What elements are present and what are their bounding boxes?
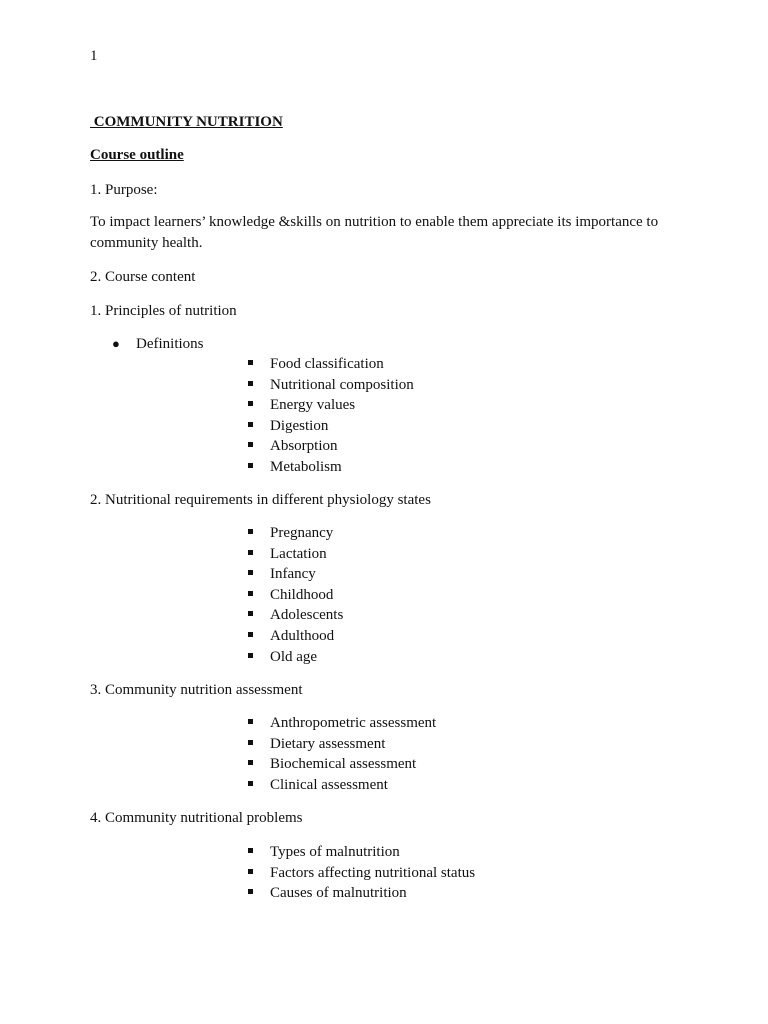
square-bullet-icon bbox=[248, 529, 253, 534]
square-bullet-icon bbox=[248, 401, 253, 406]
list-item: Adulthood bbox=[248, 626, 343, 647]
list-item: Anthropometric assessment bbox=[248, 713, 436, 734]
document-title: COMMUNITY NUTRITION bbox=[90, 114, 283, 130]
list-item: Absorption bbox=[248, 436, 414, 457]
square-bullet-icon bbox=[248, 591, 253, 596]
principles-list bbox=[248, 354, 414, 478]
list-item: Biochemical assessment bbox=[248, 754, 436, 775]
assessment-list bbox=[248, 713, 436, 795]
square-bullet-icon bbox=[248, 381, 253, 386]
list-item: Old age bbox=[248, 647, 343, 668]
square-bullet-icon bbox=[248, 360, 253, 365]
bullet-dot-icon: ● bbox=[112, 336, 120, 351]
definitions-bullet bbox=[112, 334, 204, 354]
list-item: Food classification bbox=[248, 354, 414, 375]
section-heading: 4. Community nutritional problems bbox=[90, 810, 303, 826]
square-bullet-icon bbox=[248, 653, 253, 658]
square-bullet-icon bbox=[248, 442, 253, 447]
square-bullet-icon bbox=[248, 889, 253, 894]
square-bullet-icon bbox=[248, 781, 253, 786]
page-number: 1 bbox=[90, 48, 98, 64]
square-bullet-icon bbox=[248, 611, 253, 616]
square-bullet-icon bbox=[248, 869, 253, 874]
square-bullet-icon bbox=[248, 422, 253, 427]
list-item: Metabolism bbox=[248, 457, 414, 478]
list-item: Causes of malnutrition bbox=[248, 883, 475, 904]
course-content-heading: 2. Course content bbox=[90, 269, 196, 285]
section-heading: 1. Principles of nutrition bbox=[90, 303, 237, 319]
square-bullet-icon bbox=[248, 848, 253, 853]
list-item: Energy values bbox=[248, 395, 414, 416]
list-item: Digestion bbox=[248, 416, 414, 437]
square-bullet-icon bbox=[248, 760, 253, 765]
section-heading: 3. Community nutrition assessment bbox=[90, 682, 303, 698]
list-item: Childhood bbox=[248, 585, 343, 606]
list-item: Infancy bbox=[248, 564, 343, 585]
list-item: Dietary assessment bbox=[248, 734, 436, 755]
list-item: Factors affecting nutritional status bbox=[248, 863, 475, 884]
list-item: Pregnancy bbox=[248, 523, 343, 544]
section-heading: 2. Nutritional requirements in different physiology states bbox=[90, 492, 431, 508]
document-subtitle: Course outline bbox=[90, 147, 184, 163]
list-item: Lactation bbox=[248, 544, 343, 565]
square-bullet-icon bbox=[248, 463, 253, 468]
list-item: Adolescents bbox=[248, 605, 343, 626]
list-item: Types of malnutrition bbox=[248, 842, 475, 863]
square-bullet-icon bbox=[248, 719, 253, 724]
square-bullet-icon bbox=[248, 570, 253, 575]
purpose-text: To impact learners’ knowledge &skills on nutrition to enable them appreciate its importance to community health. bbox=[90, 214, 659, 251]
problems-list bbox=[248, 842, 475, 904]
requirements-list bbox=[248, 523, 343, 667]
square-bullet-icon bbox=[248, 740, 253, 745]
list-item: Clinical assessment bbox=[248, 775, 436, 796]
square-bullet-icon bbox=[248, 550, 253, 555]
purpose-heading: 1. Purpose: bbox=[90, 182, 158, 198]
list-item: Nutritional composition bbox=[248, 375, 414, 396]
definitions-label: Definitions bbox=[136, 336, 204, 352]
square-bullet-icon bbox=[248, 632, 253, 637]
